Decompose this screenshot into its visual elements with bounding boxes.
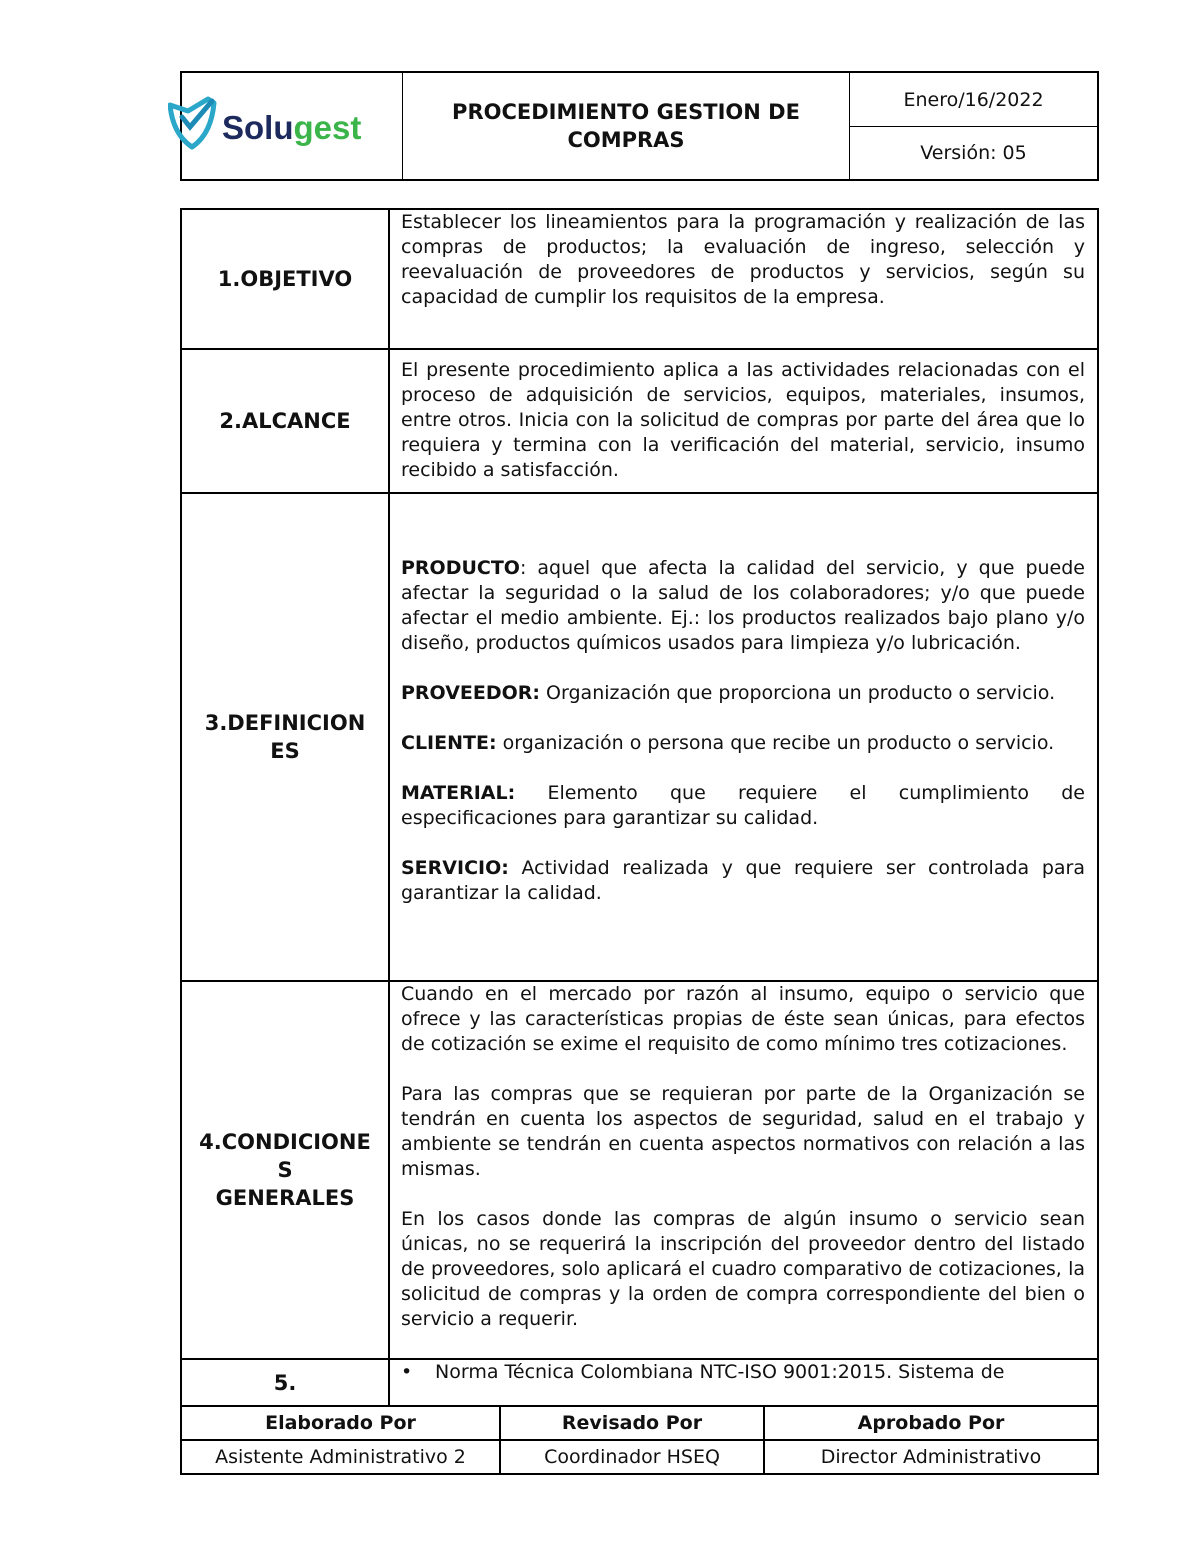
revisado-header: Revisado Por [500,1406,764,1440]
section-label-condiciones: 4.CONDICIONE S GENERALES [181,981,389,1359]
procedure-table [180,208,1099,1407]
condicion-paragraph: En los casos donde las compras de algún insumo o servicio sean únicas, no se requerirá la inscripción del proveedor dentro del listado de proveedores, solo aplicará el cuadro comparativo de cotizaciones, la solicitud de compras y la orden de compra correspondiente del bien o servicio a requerir. [401,1208,1085,1330]
bullet-icon: • [401,1361,413,1383]
alcance-text: El presente procedimiento aplica a las actividades relacionadas con el proceso de adquisición de servicios, equipos, materiales, insumos, entre otros. Inicia con la solicitud de compras por parte del área que lo requiera y termina con la verificación del material, servicio, insumo recibido a satisfacción. [401,359,1085,481]
section-label-alcance: 2.ALCANCE [181,349,389,493]
definition-item: MATERIAL: Elemento que requiere el cumplimiento de especificaciones para garantizar su calidad. [401,782,1085,829]
solugest-logo [168,95,398,155]
aprobado-value: Director Administrativo [764,1440,1098,1474]
condicion-paragraph: Cuando en el mercado por razón al insumo, equipo o servicio que ofrece y las características propias de éste sean únicas, para efectos de cotización se exime el requisito de como mínimo tres cotizaciones. [401,983,1085,1055]
definition-item: PRODUCTO: aquel que afecta la calidad del servicio, y que puede afectar la seguridad o la salud de los colaboradores; y/o que puede afectar el medio ambiente. Ej.: los productos realizados bajo plano y/o diseño, productos químicos usados para limpieza y/o lubricación. [401,557,1085,654]
svg-text:Solugest: Solugest [222,109,362,146]
aprobado-header: Aprobado Por [764,1406,1098,1440]
section-objetivo [181,209,1098,349]
definition-item: CLIENTE: organización o persona que recibe un producto o servicio. [401,732,1055,754]
section-normas [181,1359,1098,1406]
document-header [180,71,1099,181]
signature-table [180,1405,1099,1475]
logo-cell [182,73,403,179]
revisado-value: Coordinador HSEQ [500,1440,764,1474]
definition-item: PROVEEDOR: Organización que proporciona un producto o servicio. [401,682,1056,704]
section-label-objetivo: 1.OBJETIVO [181,209,389,349]
document-version: Versión: 05 [920,142,1027,164]
norma-bullet: • Norma Técnica Colombiana NTC-ISO 9001:2015. Sistema de [401,1361,1005,1383]
objetivo-text: Establecer los lineamientos para la programación y realización de las compras de productos; la evaluación de ingreso, selección y reevaluación de proveedores de productos y servicios, según su capacidad de cumplir los requisitos de la empresa. [401,211,1085,308]
definition-item: SERVICIO: Actividad realizada y que requiere ser controlada para garantizar la calidad. [401,857,1085,904]
section-label-definiciones: 3.DEFINICION ES [181,493,389,981]
section-alcance [181,349,1098,493]
document-date: Enero/16/2022 [850,73,1097,127]
section-label-normas: 5. [181,1359,389,1406]
section-condiciones [181,981,1098,1359]
signature-header-row [181,1406,1098,1440]
signature-value-row [181,1440,1098,1474]
condicion-paragraph: Para las compras que se requieran por parte de la Organización se tendrán en cuenta los aspectos de seguridad, salud en el trabajo y ambiente se tendrán en cuenta aspectos normativos con relación a las mismas. [401,1083,1085,1180]
document-title: PROCEDIMIENTO GESTION DE COMPRAS [403,73,850,179]
elaborado-value: Asistente Administrativo 2 [181,1440,500,1474]
elaborado-header: Elaborado Por [181,1406,500,1440]
section-definiciones [181,493,1098,981]
